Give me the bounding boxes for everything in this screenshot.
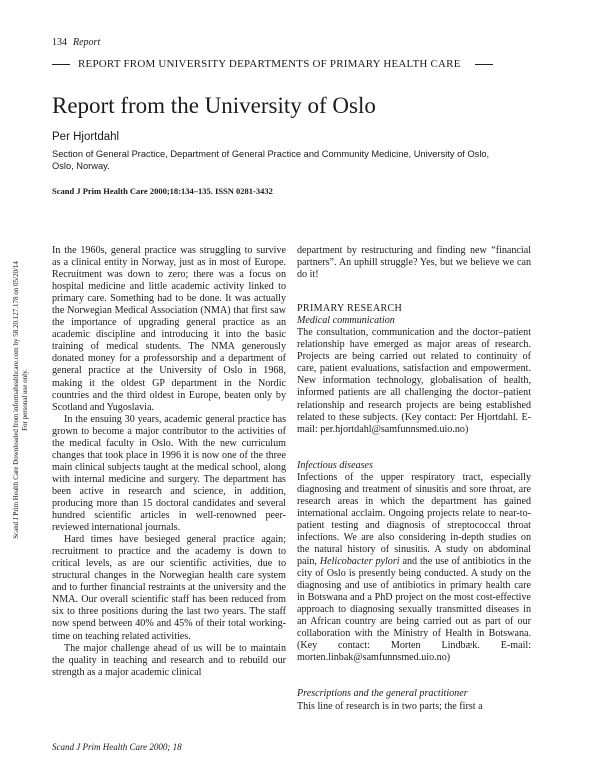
paragraph: [297, 472, 531, 665]
right-column: [297, 245, 531, 713]
paragraph: In the ensuing 30 years, academic general practice has grown to become a major contributor to the activities of the medical faculty in Oslo. With the new curriculum changes that took place in 1996 it is now one of the three main clinical subjects taught at the medical school, along with internal medicine and surgery. The department has been active in research and science, in addition, producing more than 15 doctoral candidates and several hundred scientific articles in well-renowned peer-reviewed international journals.: [52, 413, 286, 534]
left-column: [52, 245, 286, 679]
paragraph: This line of research is in two parts; the first a: [297, 700, 483, 712]
download-watermark: [0, 200, 29, 600]
watermark-line-1: Scand J Prim Health Care Downloaded from informahealthcare.com by 58.20.127.178 on 05/20/14: [12, 261, 20, 539]
watermark-line-2: For personal use only.: [21, 369, 29, 431]
paragraph-text: Infections of the upper respiratory tract, especially diagnosing and treatment of sinusitis and sore throat, are research areas in which the department has gained international acclaim. Ongoing projects relate to near-to-patient testing and diagnosis of streptococcal throat infections. We are also considering in-depth studies on the natural history of sinusitis. A study on abdominal pain,: [297, 471, 531, 568]
section-title: REPORT FROM UNIVERSITY DEPARTMENTS OF PRIMARY HEALTH CARE: [78, 58, 461, 70]
subsection-heading: Medical communication: [297, 315, 395, 327]
author-name: Per Hjortdahl: [52, 131, 120, 143]
paragraph: In the 1960s, general practice was struggling to survive as a clinical entity in Norway, just as in most of Europe. Recruitment was down to zero; there was a focus on hospital medicine and little academic activity linked to primary care. Something had to be done. It was actually the Norwegian Medical Association (NMA) that first saw the importance of upgrading general practice as an academic discipline and introducing it into the basic training of medical students. The NMA generously donated money for a professorship and a department of general practice at the University of Oslo in 1968, making it the oldest GP department in the Nordic countries and the third oldest in Europe, beaten only by Scotland and Yugoslavia.: [52, 245, 286, 413]
running-head: Report: [73, 37, 101, 48]
page-number: [52, 37, 100, 48]
rule-right: [475, 64, 493, 65]
paragraph: department by restructuring and finding new “financial partners”. An uphill struggle? Yes, but we believe we can do it!: [297, 245, 531, 281]
journal-citation: Scand J Prim Health Care 2000;18:134–135. ISSN 0281-3432: [52, 186, 273, 196]
section-header: [52, 58, 522, 72]
paragraph-text: and the use of antibiotics in the city of Oslo is presently being conducted. A study on the diagnosing and use of antibiotics in primary health care in Botswana and a PhD project on the most cost-effective approach to diagnosing sexually transmitted diseases in an African country are being carried out as part of our collaboration with the Ministry of Health in Botswana. (Key contact: Morten Lindbæk. E-mail: morten.linbak@samfunnsmed.uio.no): [297, 556, 531, 664]
subsection-heading: Infectious diseases: [297, 459, 373, 471]
paragraph: The consultation, communication and the doctor–patient relationship have emerged as major areas of research. Projects are being carried out related to continuity of care, patient evaluations, satisfaction and empowerment. New information technology, globalisation of health, informed patients are all challenging the doctor–patient relationship and research projects are being established related to these subjects. (Key contact: Per Hjortdahl. E-mail: per.hjortdahl@samfunnsmed.uio.no): [297, 327, 531, 435]
article-title: Report from the University of Oslo: [52, 93, 376, 118]
page-footer: Scand J Prim Health Care 2000; 18: [52, 742, 182, 752]
paragraph: The major challenge ahead of us will be to maintain the quality in teaching and research and to rebuild our strength as a major academic clinical: [52, 642, 286, 678]
rule-left: [52, 64, 70, 65]
paragraph: Hard times have besieged general practice again; recruitment to practice and the academy is down to critical levels, as are our scientific activities, due to structural changes in the Norwegian health care system and to further financial restraints at the university and the NMA. Our overall scientific staff has been reduced from six to three positions during the last two years. The staff now spend between 40% and 45% of their total working-time on teaching related activities.: [52, 534, 286, 642]
section-heading: PRIMARY RESEARCH: [297, 303, 403, 315]
subsection-heading: Prescriptions and the general practitioner: [297, 688, 468, 700]
page-number-value: 134: [52, 37, 67, 48]
species-name: Helicobacter pylori: [319, 556, 400, 568]
author-affiliation: Section of General Practice, Department of General Practice and Community Medicine, University of Oslo, Oslo, Norway.: [52, 149, 490, 171]
